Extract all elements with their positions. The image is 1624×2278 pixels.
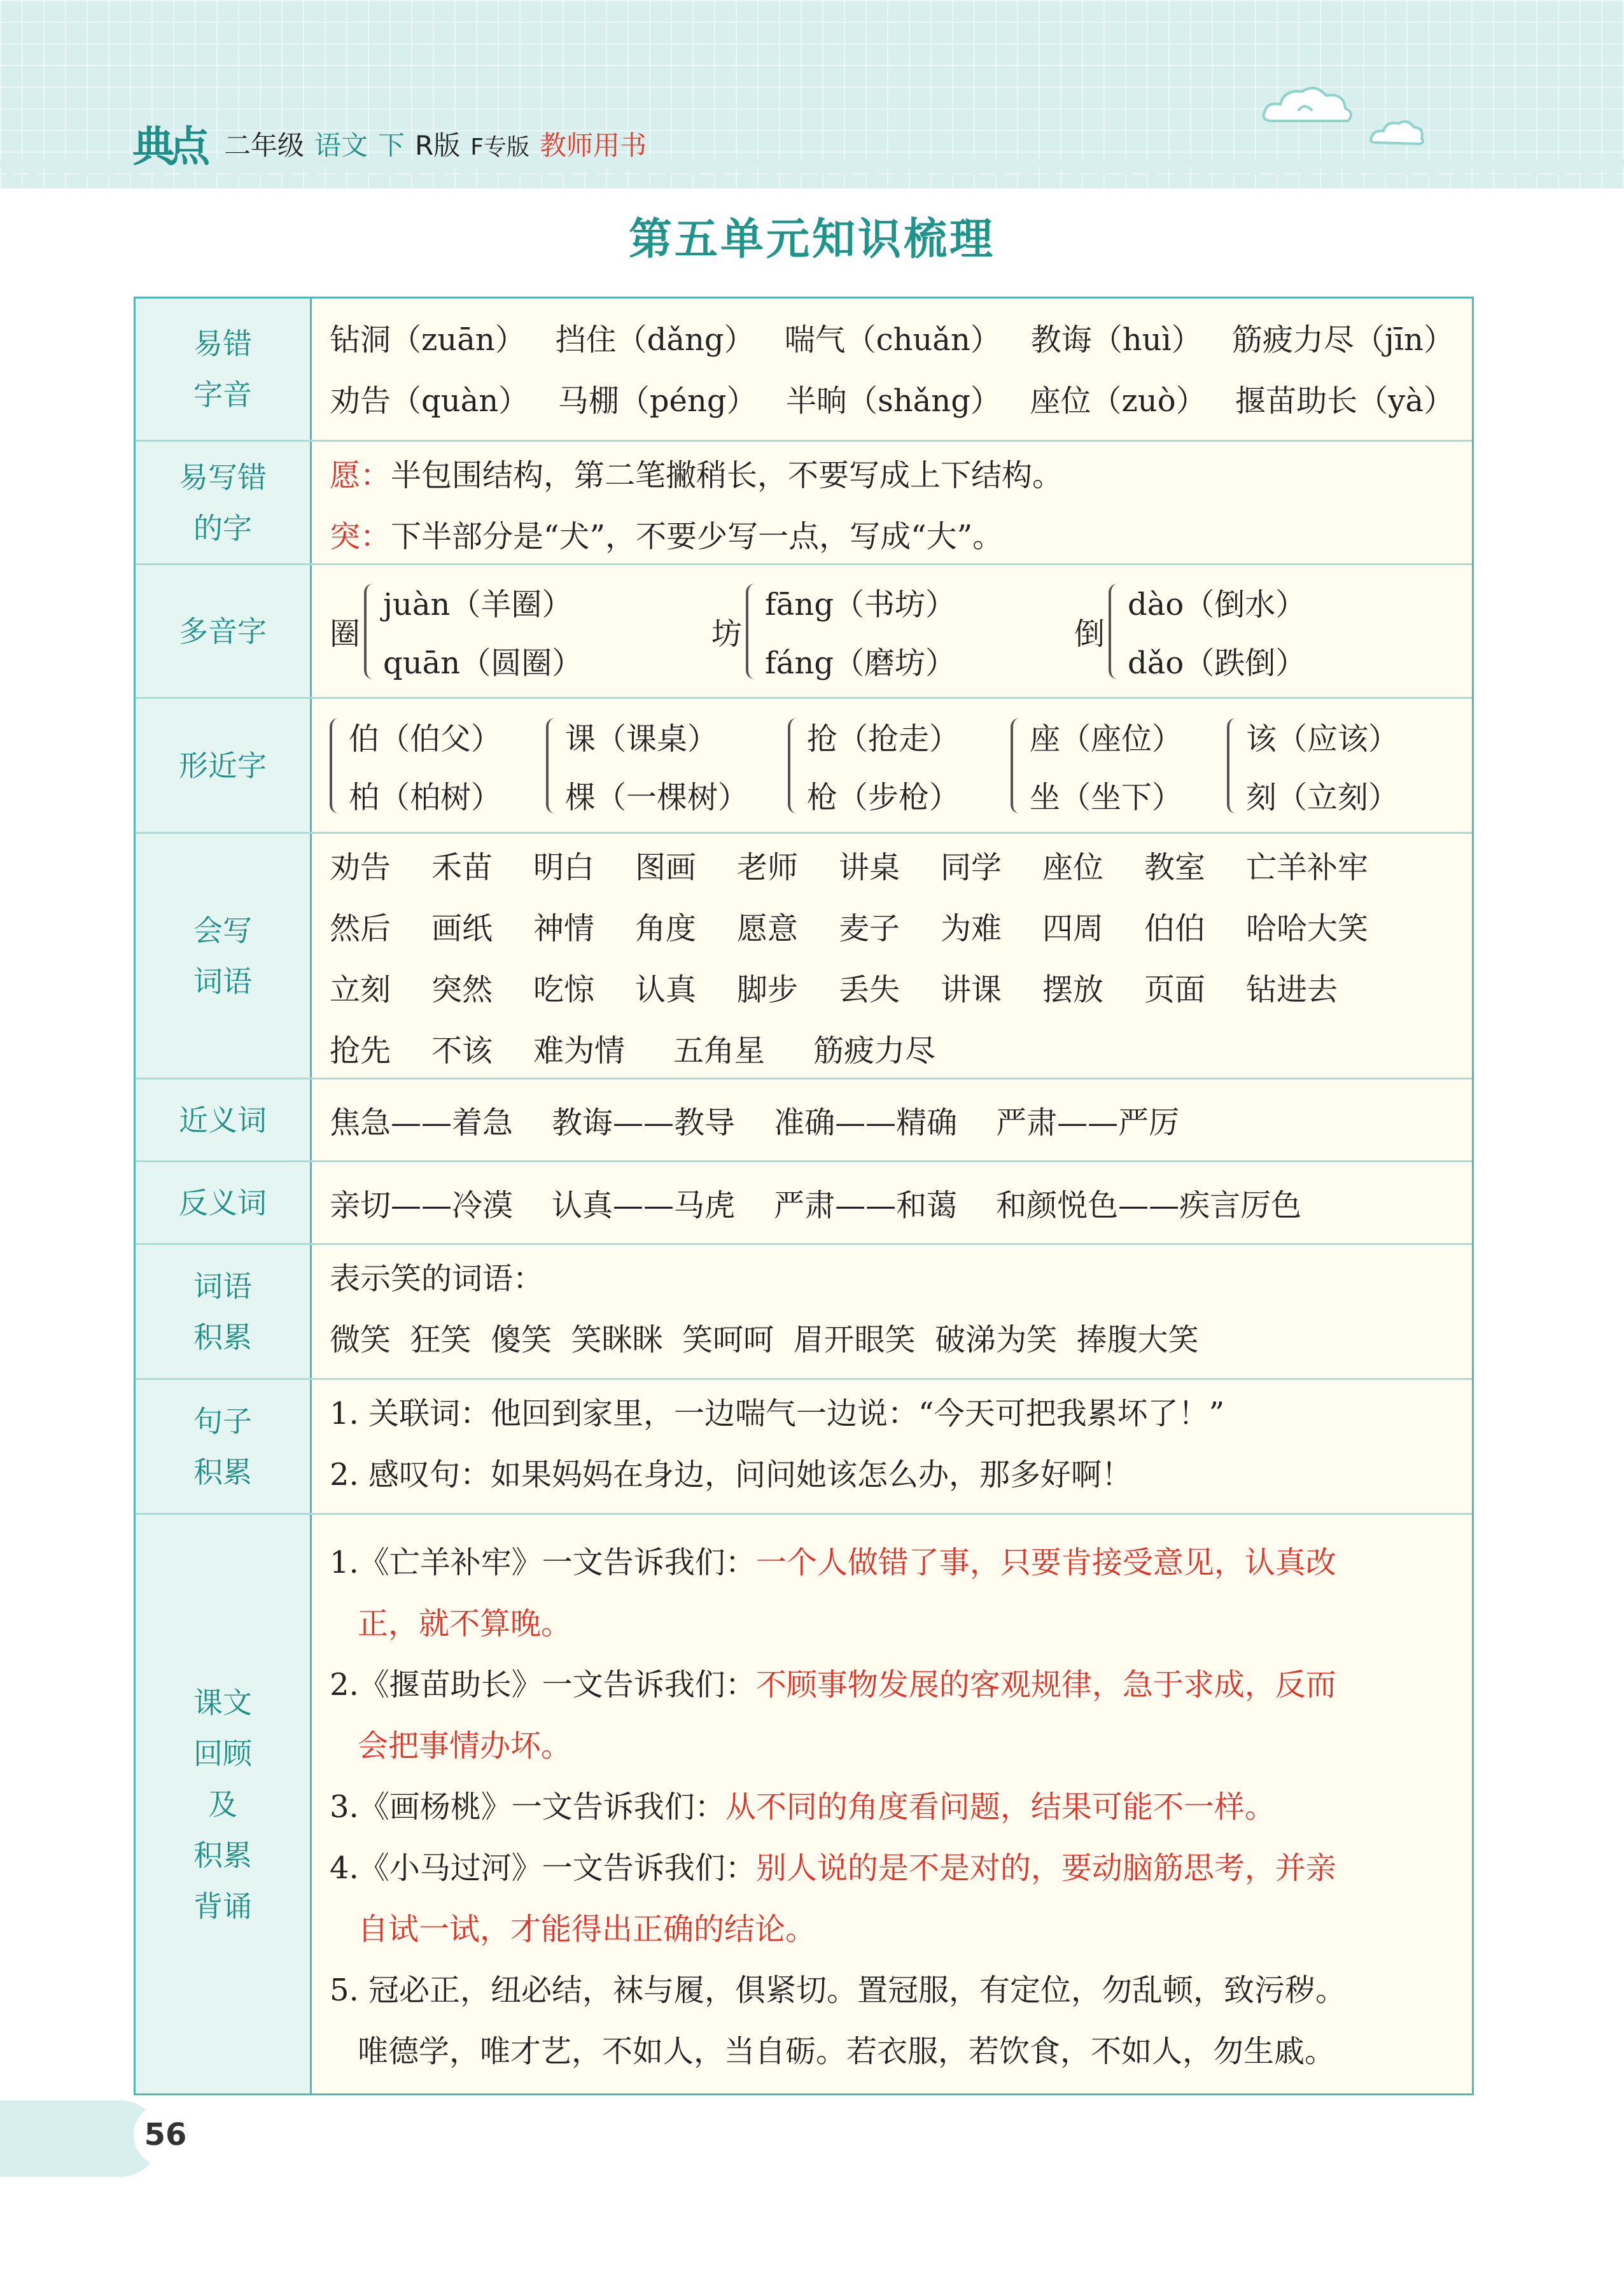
pronunciation-item: 半晌（shǎng） xyxy=(786,383,1001,419)
polyphone-reading: dào（倒水） xyxy=(1128,587,1306,622)
word: 为难 xyxy=(941,910,1002,946)
antonym-list: 亲切——冷漠 认真——马虎 严肃——和蔼 和颜悦色——疾言厉色 xyxy=(330,1188,1302,1223)
table-row xyxy=(136,1513,1472,2093)
word: 教室 xyxy=(1144,849,1206,885)
character-note: 下半部分是“犬”，不要少写一点，写成“大”。 xyxy=(391,518,1004,554)
recitation-line: 唯德学，唯才艺，不如人，当自砺。若衣服，若饮食，不如人，勿生戚。 xyxy=(358,2033,1336,2069)
word: 禾苗 xyxy=(431,849,493,885)
word: 认真 xyxy=(635,971,697,1008)
word: 讲课 xyxy=(941,971,1002,1008)
similar-char: 刻（立刻） xyxy=(1246,780,1399,815)
polyphone-char: 倒 xyxy=(1074,616,1105,652)
word: 愿意 xyxy=(737,910,799,946)
word: 抢先 xyxy=(330,1032,391,1069)
word-list: 微笑 狂笑 傻笑 笑眯眯 笑呵呵 眉开眼笑 破涕为笑 捧腹大笑 xyxy=(330,1321,1199,1358)
brace-icon xyxy=(364,584,377,679)
similar-char: 课（课桌） xyxy=(565,721,718,757)
row-content xyxy=(312,834,1472,1078)
word: 钻进去 xyxy=(1246,971,1338,1008)
text-line xyxy=(330,442,1454,503)
pronunciation-line xyxy=(330,367,1454,428)
word: 角度 xyxy=(635,910,697,946)
polyphone-reading: juàn（羊圈） xyxy=(383,587,573,622)
similar-char: 坐（坐下） xyxy=(1030,780,1183,815)
row-content xyxy=(312,1079,1472,1160)
word-line xyxy=(330,956,1454,1017)
row-content xyxy=(312,699,1472,832)
pronunciation-item: 钻洞（zuān） xyxy=(330,321,526,358)
brace-icon xyxy=(746,584,759,679)
row-content xyxy=(312,1162,1472,1243)
cloud-icon xyxy=(1260,83,1355,134)
book-type-label: 教师用书 xyxy=(539,130,647,161)
row-label: 会写 词语 xyxy=(136,834,312,1078)
word: 丢失 xyxy=(839,971,900,1008)
row-label: 句子 积累 xyxy=(136,1380,312,1513)
synonym-list: 焦急——着急 教诲——教导 准确——精确 严肃——严厉 xyxy=(330,1105,1180,1141)
character-note: 半包围结构，第二笔撇稍长，不要写成上下结构。 xyxy=(391,457,1063,493)
word: 老师 xyxy=(737,849,799,885)
review-line xyxy=(330,1651,1454,1712)
row-label: 形近字 xyxy=(136,699,312,832)
knowledge-table xyxy=(134,297,1474,2095)
polyphone-group xyxy=(330,573,711,690)
review-lesson: 不顾事物发展的客观规律，急于求成，反而 xyxy=(755,1666,1336,1703)
review-lead: 2.《揠苗助长》一文告诉我们： xyxy=(330,1666,756,1703)
polyphone-group xyxy=(1074,573,1306,690)
book-header xyxy=(224,125,647,163)
word: 筋疲力尽 xyxy=(813,1032,936,1069)
table-row xyxy=(136,1378,1472,1513)
row-content xyxy=(312,299,1472,440)
word: 立刻 xyxy=(330,971,391,1008)
table-row xyxy=(136,299,1472,440)
similar-char: 座（座位） xyxy=(1030,721,1183,757)
brace-icon xyxy=(1109,584,1121,679)
word: 脚步 xyxy=(737,971,799,1008)
subject-label: 语文 xyxy=(314,130,368,161)
grade-label: 二年级 xyxy=(224,130,305,161)
word: 座位 xyxy=(1042,849,1104,885)
review-lesson: 从不同的角度看问题，结果可能不一样。 xyxy=(725,1789,1275,1825)
pronunciation-item: 挡住（dǎng） xyxy=(555,321,755,358)
row-label: 易写错 的字 xyxy=(136,442,312,563)
logo-text: 典点 xyxy=(132,122,204,171)
word: 讲桌 xyxy=(839,849,900,885)
page-number: 56 xyxy=(134,2103,197,2167)
review-line xyxy=(330,1834,1454,1895)
page-title: 第五单元知识梳理 xyxy=(628,214,995,265)
review-line xyxy=(330,1529,1454,1590)
review-line xyxy=(330,1712,1454,1773)
similar-char: 该（应该） xyxy=(1246,721,1399,757)
table-row xyxy=(136,1160,1472,1243)
volume-label: 下 xyxy=(378,130,405,161)
review-line xyxy=(330,1590,1454,1651)
brace-icon xyxy=(788,718,801,813)
pronunciation-item: 揠苗助长（yà） xyxy=(1235,383,1454,419)
review-lesson: 一个人做错了事，只要肯接受意见，认真改 xyxy=(755,1544,1336,1580)
word: 页面 xyxy=(1144,971,1206,1008)
sentence-line: 1. 关联词：他回到家里，一边喘气一边说：“今天可把我累坏了！” xyxy=(330,1395,1225,1431)
pronunciation-item: 劝告（quàn） xyxy=(330,383,529,419)
text-line xyxy=(330,503,1454,564)
row-content xyxy=(312,1515,1472,2093)
similar-char: 柏（柏树） xyxy=(349,780,502,815)
polyphone-char: 坊 xyxy=(711,616,743,652)
row-label: 易错 字音 xyxy=(136,299,312,440)
character-highlight: 愿： xyxy=(330,457,391,493)
table-row xyxy=(136,1243,1472,1378)
publisher-logo xyxy=(132,117,204,171)
polyphone-reading: dǎo（跌倒） xyxy=(1128,645,1306,681)
word: 伯伯 xyxy=(1144,910,1206,946)
similar-char-group xyxy=(546,707,788,824)
row-label: 多音字 xyxy=(136,565,312,697)
polyphone-reading: fáng（磨坊） xyxy=(765,645,956,681)
word: 吃惊 xyxy=(533,971,595,1008)
row-label: 词语 积累 xyxy=(136,1245,312,1378)
pronunciation-item: 马棚（péng） xyxy=(557,383,757,419)
brace-icon xyxy=(546,718,559,813)
review-lead: 4.《小马过河》一文告诉我们： xyxy=(330,1850,756,1886)
word: 画纸 xyxy=(431,910,493,946)
word: 五角星 xyxy=(673,1032,766,1069)
polyphone-reading: quān（圆圈） xyxy=(383,645,583,681)
brace-icon xyxy=(1011,718,1023,813)
row-content xyxy=(312,1245,1472,1378)
brace-icon xyxy=(330,718,342,813)
similar-char: 伯（伯父） xyxy=(349,721,502,757)
word: 明白 xyxy=(533,849,595,885)
word: 劝告 xyxy=(330,849,391,885)
row-label: 反义词 xyxy=(136,1162,312,1243)
table-row xyxy=(136,440,1472,563)
pronunciation-item: 教诲（huì） xyxy=(1030,321,1202,358)
word: 亡羊补牢 xyxy=(1246,849,1369,885)
word: 不该 xyxy=(431,1032,493,1069)
word: 四周 xyxy=(1042,910,1104,946)
similar-char: 棵（一棵树） xyxy=(565,780,749,815)
similar-char: 枪（步枪） xyxy=(807,780,960,815)
pronunciation-item: 座位（zuò） xyxy=(1030,383,1207,419)
polyphone-char: 圈 xyxy=(330,616,361,652)
polyphone-group xyxy=(711,573,1074,690)
cloud-icon xyxy=(1368,117,1425,150)
table-row xyxy=(136,1078,1472,1160)
review-lesson: 别人说的是不是对的，要动脑筋思考，并亲 xyxy=(755,1850,1336,1886)
table-row xyxy=(136,832,1472,1078)
header-scallop-edge xyxy=(0,159,1624,197)
word: 难为情 xyxy=(533,1032,626,1069)
word: 图画 xyxy=(635,849,697,885)
row-content xyxy=(312,565,1472,697)
review-lesson: 自试一试，才能得出正确的结论。 xyxy=(358,1911,816,1947)
row-content xyxy=(312,1380,1472,1513)
recitation-line: 5. 冠必正，纽必结，袜与履，俱紧切。置冠服，有定位，勿乱顿，致污秽。 xyxy=(330,1972,1347,2008)
word: 麦子 xyxy=(839,910,900,946)
pronunciation-item: 喘气（chuǎn） xyxy=(784,321,1001,358)
review-lesson: 会把事情办坏。 xyxy=(358,1727,572,1764)
word: 然后 xyxy=(330,910,391,946)
similar-char: 抢（抢走） xyxy=(807,721,960,757)
row-content xyxy=(312,442,1472,563)
word: 突然 xyxy=(431,971,493,1008)
table-row xyxy=(136,563,1472,697)
word-line xyxy=(330,895,1454,956)
review-lead: 3.《画杨桃》一文告诉我们： xyxy=(330,1789,725,1825)
review-line xyxy=(330,1773,1454,1834)
polyphone-reading: fāng（书坊） xyxy=(765,587,956,622)
pronunciation-line xyxy=(330,306,1454,367)
row-label: 课文 回顾 及 积累 背诵 xyxy=(136,1515,312,2093)
word: 摆放 xyxy=(1042,971,1104,1008)
edition-label: R版 xyxy=(415,130,461,161)
similar-char-group xyxy=(330,707,546,824)
similar-char-group xyxy=(1227,707,1399,824)
word-line xyxy=(330,1017,1454,1078)
word: 哈哈大笑 xyxy=(1246,910,1369,946)
word: 同学 xyxy=(941,849,1002,885)
similar-char-group xyxy=(788,707,1011,824)
table-row xyxy=(136,697,1472,832)
special-edition-label: F专版 xyxy=(470,134,529,160)
sentence-line: 2. 感叹句：如果妈妈在身边，问问她该怎么办，那多好啊！ xyxy=(330,1456,1133,1493)
character-highlight: 突： xyxy=(330,518,391,554)
word: 神情 xyxy=(533,910,595,946)
row-label: 近义词 xyxy=(136,1079,312,1160)
brace-icon xyxy=(1227,718,1240,813)
review-line xyxy=(330,1895,1454,1957)
review-lead: 1.《亡羊补牢》一文告诉我们： xyxy=(330,1544,756,1580)
word-line xyxy=(330,834,1454,895)
text-line: 表示笑的词语： xyxy=(330,1260,544,1297)
review-lesson: 正，就不算晚。 xyxy=(358,1605,572,1642)
similar-char-group xyxy=(1011,707,1227,824)
pronunciation-item: 筋疲力尽（jīn） xyxy=(1231,321,1454,358)
